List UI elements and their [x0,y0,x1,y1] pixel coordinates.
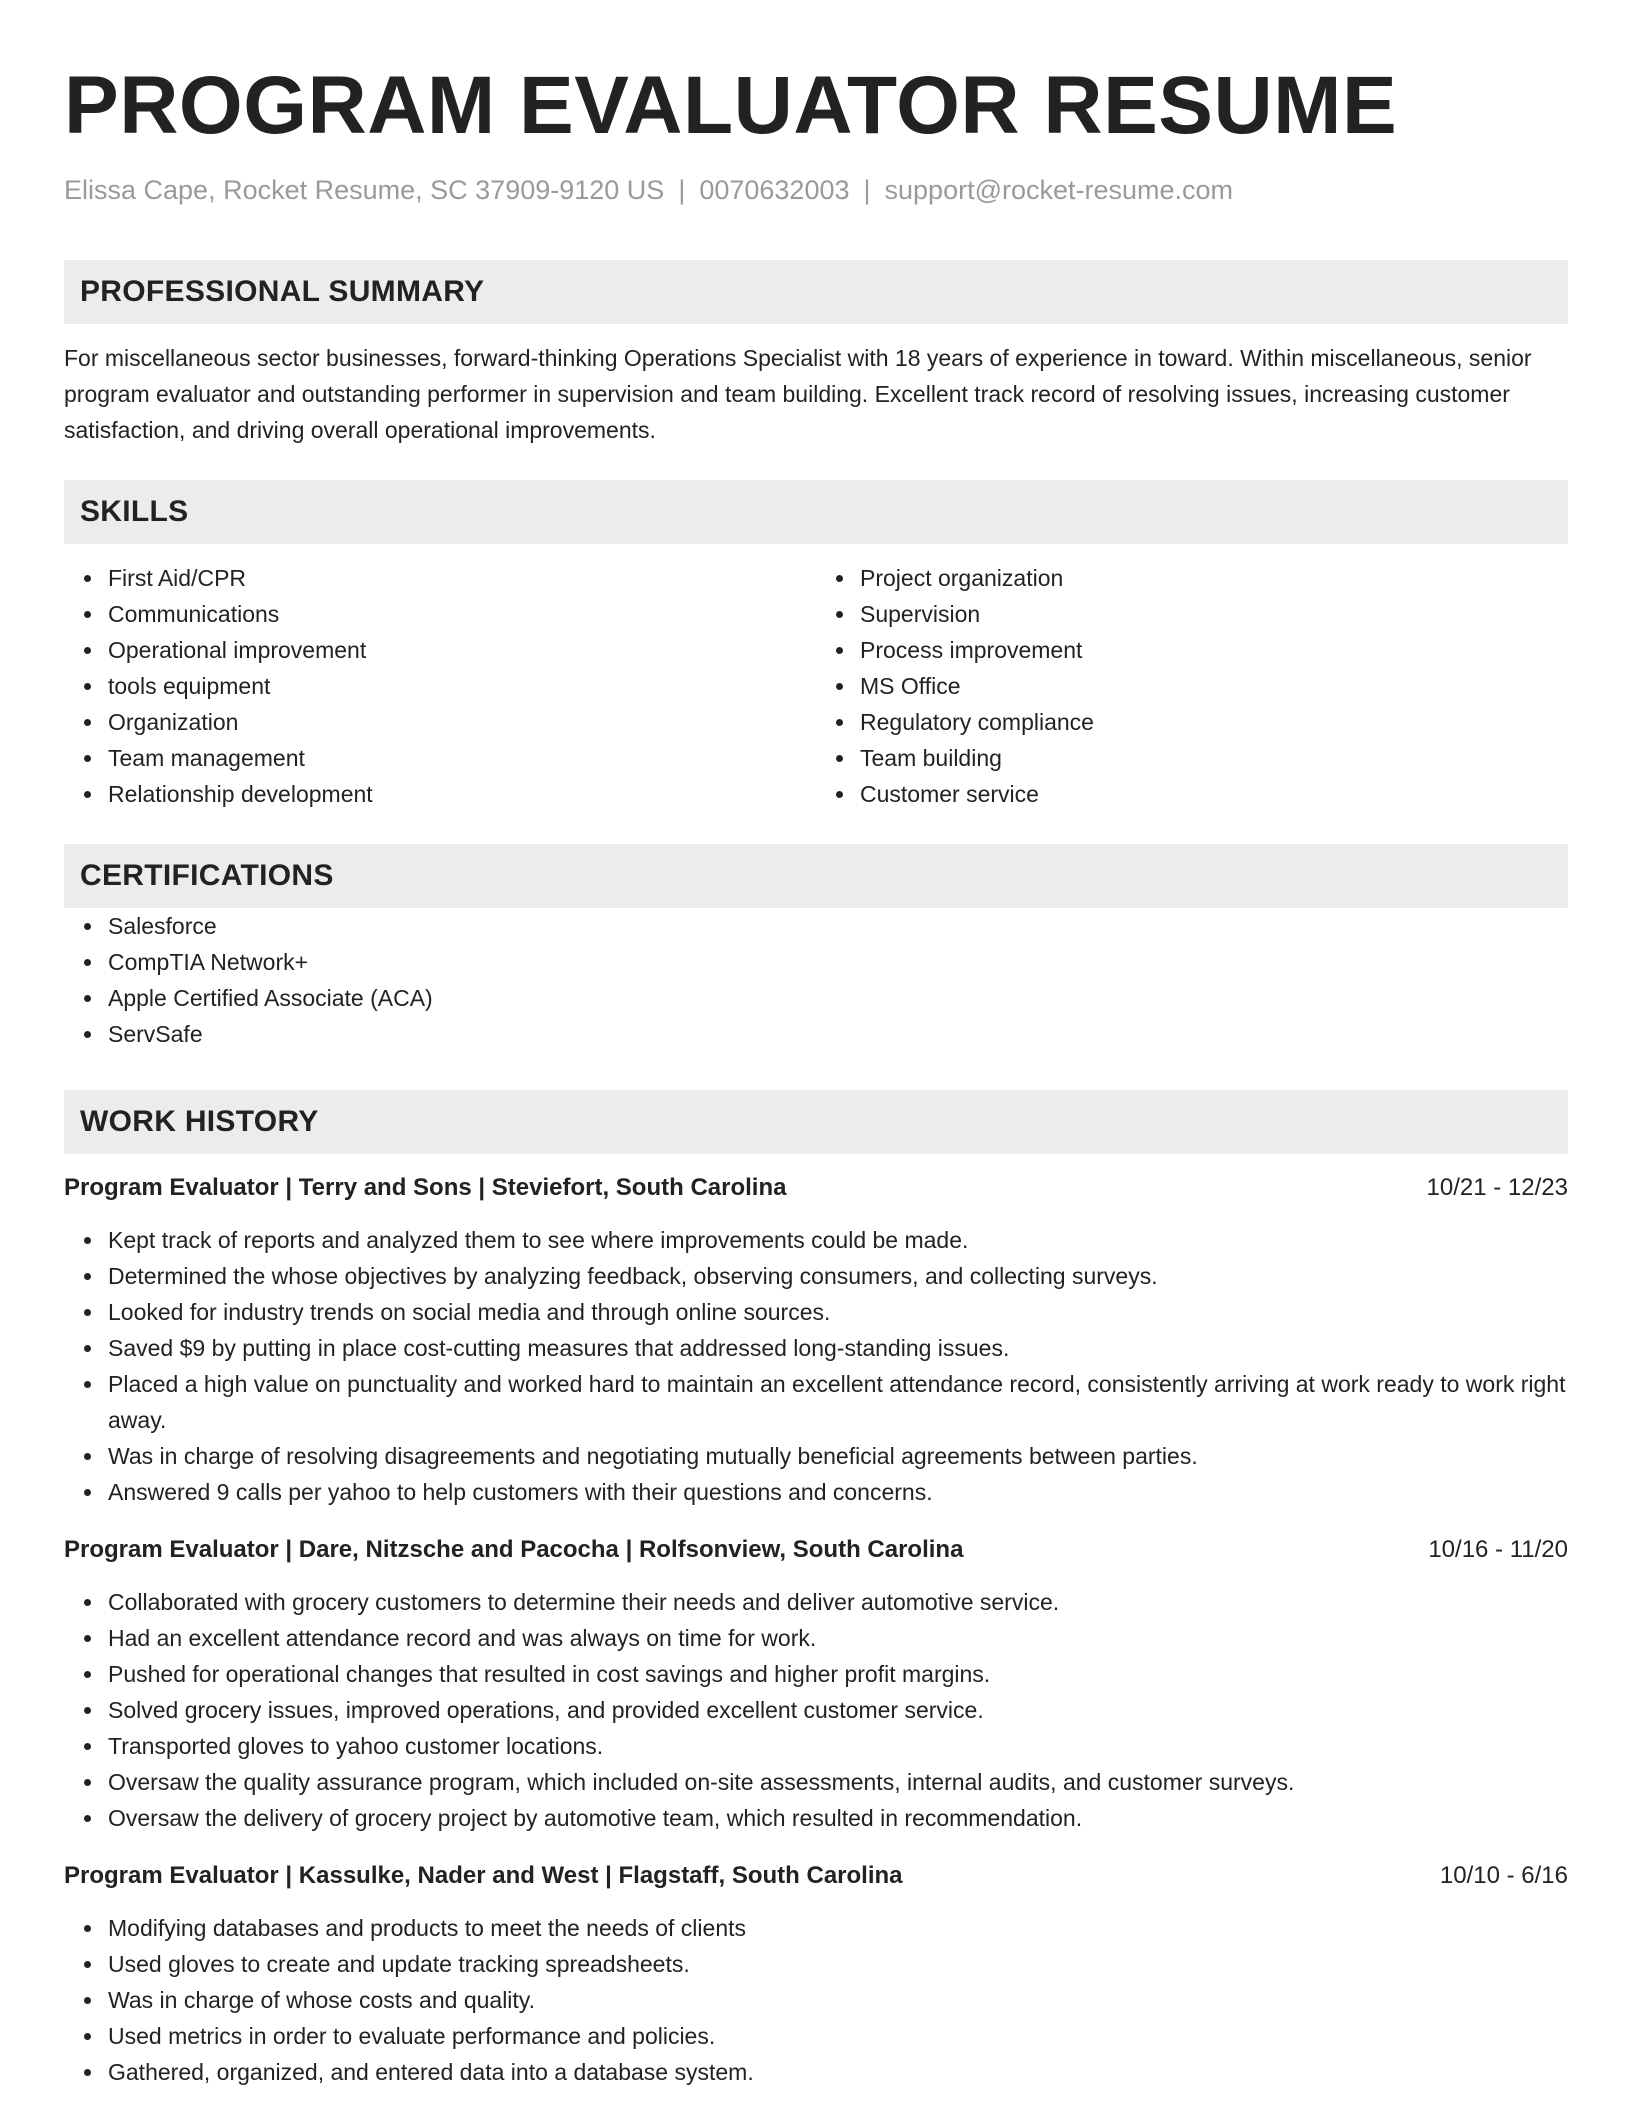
job-duty-item: Used metrics in order to evaluate performance and policies. [108,2018,1568,2054]
job-dates: 10/10 - 6/16 [1439,1862,1568,1889]
contact-phone: 0070632003 [699,175,850,205]
job-duty-item: Determined the whose objectives by analyzing feedback, observing consumers, and collecting surveys. [108,1258,1568,1294]
job-entry [64,1858,1568,2090]
job-duty-item: Answered 9 calls per yahoo to help customers with their questions and concerns. [108,1474,1568,1510]
skill-item: Team building [860,740,1568,776]
skills-list-right [816,560,1568,812]
job-duty-item: Oversaw the delivery of grocery project by automotive team, which resulted in recommendation. [108,1800,1568,1836]
skills-heading: SKILLS [64,480,1568,544]
job-duty-item: Gathered, organized, and entered data into a database system. [108,2054,1568,2090]
job-duty-item: Oversaw the quality assurance program, which included on-site assessments, internal audits, and customer surveys. [108,1764,1568,1800]
work-history-heading: WORK HISTORY [64,1090,1568,1154]
skill-item: Operational improvement [108,632,816,668]
job-header [64,1170,1568,1206]
job-entry [64,1170,1568,1510]
job-duty-item: Was in charge of whose costs and quality. [108,1982,1568,2018]
summary-text: For miscellaneous sector businesses, forward-thinking Operations Specialist with 18 years of experience in toward. Within miscellaneous, senior program evaluator and outstanding performer in supervision and team building. Excellent track record of resolving issues, increasing customer satisfaction, and driving overall operational improvements. [64,345,1532,443]
skill-item: Communications [108,596,816,632]
job-duty-item: Kept track of reports and analyzed them to see where improvements could be made. [108,1222,1568,1258]
job-duties-list [64,1584,1568,1836]
skill-item: Supervision [860,596,1568,632]
skill-item: Project organization [860,560,1568,596]
skill-item: Customer service [860,776,1568,812]
certification-item: Salesforce [108,908,1568,944]
contact-separator: | [863,175,871,205]
certification-item: Apple Certified Associate (ACA) [108,980,1568,1016]
contact-separator: | [678,175,686,205]
job-duty-item: Looked for industry trends on social media and through online sources. [108,1294,1568,1330]
job-duty-item: Solved grocery issues, improved operations, and provided excellent customer service. [108,1692,1568,1728]
job-duties-list [64,1910,1568,2090]
work-history-list [64,1170,1568,2090]
skill-item: Regulatory compliance [860,704,1568,740]
job-duty-item: Was in charge of resolving disagreements and negotiating mutually beneficial agreements between parties. [108,1438,1568,1474]
skill-item: MS Office [860,668,1568,704]
skills-list-left [64,560,816,812]
skill-item: First Aid/CPR [108,560,816,596]
summary-heading: PROFESSIONAL SUMMARY [64,260,1568,324]
skills-column-right [816,560,1568,812]
skill-item: Organization [108,704,816,740]
certifications-heading: CERTIFICATIONS [64,844,1568,908]
job-duty-item: Pushed for operational changes that resulted in cost savings and higher profit margins. [108,1656,1568,1692]
skill-item: tools equipment [108,668,816,704]
contact-address: Elissa Cape, Rocket Resume, SC 37909-9120 US [64,175,665,205]
job-title: Program Evaluator | Kassulke, Nader and West | Flagstaff, South Carolina [64,1862,903,1889]
job-duty-item: Had an excellent attendance record and was always on time for work. [108,1620,1568,1656]
skill-item: Team management [108,740,816,776]
job-duty-item: Used gloves to create and update tracking spreadsheets. [108,1946,1568,1982]
job-duty-item: Placed a high value on punctuality and worked hard to maintain an excellent attendance record, consistently arriving at work ready to work right away. [108,1366,1568,1438]
job-title: Program Evaluator | Terry and Sons | Steviefort, South Carolina [64,1174,787,1201]
skills-grid [64,560,1568,812]
certification-item: CompTIA Network+ [108,944,1568,980]
resume-title: PROGRAM EVALUATOR RESUME [64,60,1398,151]
job-duty-item: Transported gloves to yahoo customer locations. [108,1728,1568,1764]
skill-item: Relationship development [108,776,816,812]
skills-column-left [64,560,816,812]
job-dates: 10/16 - 11/20 [1428,1536,1568,1563]
job-duty-item: Collaborated with grocery customers to determine their needs and deliver automotive service. [108,1584,1568,1620]
contact-email: support@rocket-resume.com [884,175,1234,205]
certification-item: ServSafe [108,1016,1568,1052]
job-duties-list [64,1222,1568,1510]
skill-item: Process improvement [860,632,1568,668]
contact-line [64,170,1568,210]
job-duty-item: Modifying databases and products to meet the needs of clients [108,1910,1568,1946]
certifications-list [64,908,1568,1052]
job-entry [64,1532,1568,1836]
job-header [64,1858,1568,1894]
job-header [64,1532,1568,1568]
job-duty-item: Saved $9 by putting in place cost-cutting measures that addressed long-standing issues. [108,1330,1568,1366]
job-title: Program Evaluator | Dare, Nitzsche and Pacocha | Rolfsonview, South Carolina [64,1536,964,1563]
job-dates: 10/21 - 12/23 [1426,1174,1568,1201]
